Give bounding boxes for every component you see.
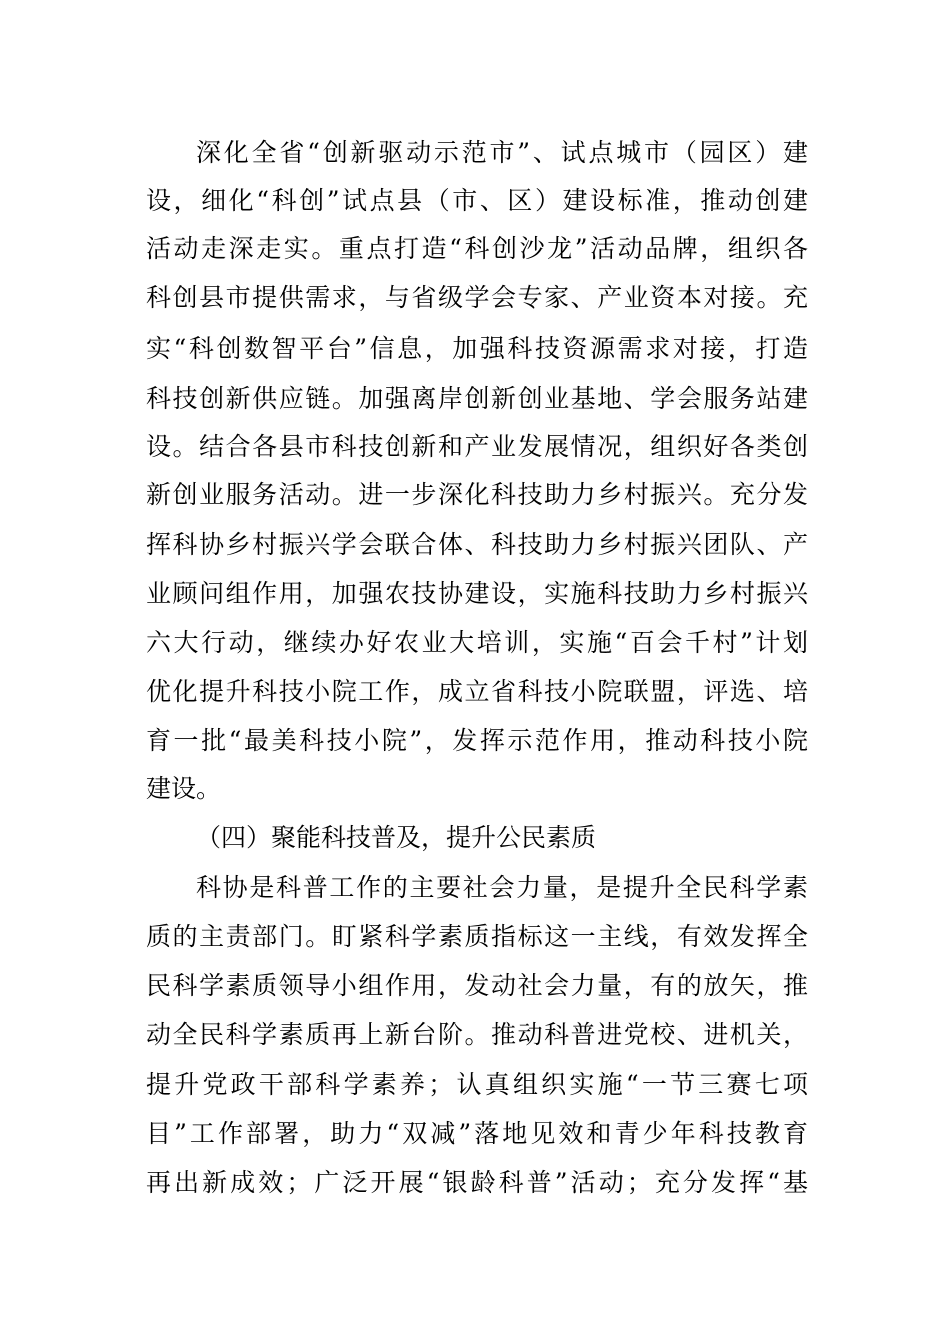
paragraph-line: 育一批“最美科技小院”，发挥示范作用，推动科技小院 <box>146 726 808 755</box>
paragraph-line: 民科学素质领导小组作用，发动社会力量，有的放矢，推 <box>146 971 808 1000</box>
paragraph-line: 科协是科普工作的主要社会力量，是提升全民科学素 <box>196 873 808 902</box>
paragraph-line: 动全民科学素质再上新台阶。推动科普进党校、进机关， <box>146 1020 808 1049</box>
paragraph-line: 挥科协乡村振兴学会联合体、科技助力乡村振兴团队、产 <box>146 530 808 559</box>
paragraph-line: 活动走深走实。重点打造“科创沙龙”活动品牌，组织各 <box>146 234 808 263</box>
paragraph-line: 科创县市提供需求，与省级学会专家、产业资本对接。充 <box>146 283 808 312</box>
paragraph-line: 再出新成效；广泛开展“银龄科普”活动；充分发挥“基 <box>146 1168 808 1197</box>
paragraph-line: 目”工作部署，助力“双减”落地见效和青少年科技教育 <box>146 1119 808 1148</box>
paragraph-line: 建设。 <box>146 774 222 803</box>
paragraph-line: 设，细化“科创”试点县（市、区）建设标准，推动创建 <box>146 186 808 215</box>
paragraph-line: 提升党政干部科学素养；认真组织实施“一节三赛七项 <box>146 1070 808 1099</box>
paragraph-line: 设。结合各县市科技创新和产业发展情况，组织好各类创 <box>146 432 808 461</box>
paragraph-line: 实“科创数智平台”信息，加强科技资源需求对接，打造 <box>146 334 808 363</box>
paragraph-line: 深化全省“创新驱动示范市”、试点城市（园区）建 <box>196 138 808 167</box>
paragraph-line: 六大行动，继续办好农业大培训，实施“百会千村”计划 <box>146 628 808 657</box>
paragraph-line: 新创业服务活动。进一步深化科技助力乡村振兴。充分发 <box>146 480 808 509</box>
paragraph-line: 优化提升科技小院工作，成立省科技小院联盟，评选、培 <box>146 677 808 706</box>
section-heading: （四）聚能科技普及，提升公民素质 <box>196 823 597 852</box>
paragraph-line: 科技创新供应链。加强离岸创新创业基地、学会服务站建 <box>146 384 808 413</box>
paragraph-line: 质的主责部门。盯紧科学素质指标这一主线，有效发挥全 <box>146 922 808 951</box>
paragraph-line: 业顾问组作用，加强农技协建设，实施科技助力乡村振兴 <box>146 579 808 608</box>
